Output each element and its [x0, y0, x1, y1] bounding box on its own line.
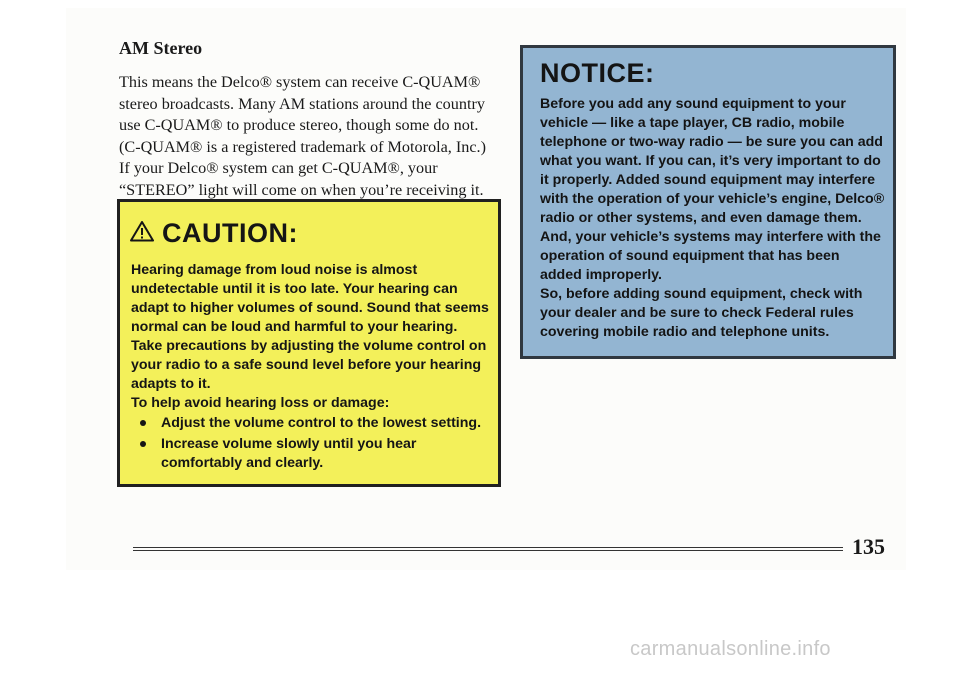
caution-content [131, 261, 491, 475]
caution-lead: To help avoid hearing loss or damage: [131, 395, 390, 411]
section-body: This means the Delco® system can receive C-QUAM® stereo broadcasts. Many AM stations around the country use C-QUAM® to produce stereo, though some do not. (C-QUAM® is a registered trademark of Motorola, Inc.) If your Delco® system can get C-QUAM®, your “STEREO” light will come on when you’re receiving it. [119, 73, 486, 199]
caution-box [117, 199, 501, 487]
caution-bullet-text: Increase volume slowly until you hear comfortably and clearly. [161, 436, 417, 471]
notice-title: NOTICE: [540, 58, 655, 88]
bullet-icon [140, 420, 146, 426]
list-item [131, 435, 491, 473]
caution-title: CAUTION: [162, 218, 298, 248]
notice-paragraph-1: Before you add any sound equipment to your vehicle — like a tape player, CB radio, mobile telephone or two-way radio — be sure you can add what you want. If you can, it’s very important to do it properly. Added sound equipment may interfere with the operation of your vehicle’s engine, Delco® radio or other systems, and even damage them. And, your vehicle’s systems may interfere with the operation of sound equipment that has been added improperly. [540, 96, 885, 283]
section-title: AM Stereo [119, 38, 203, 58]
footer-rule [133, 547, 843, 551]
caution-bullet-list [131, 414, 491, 473]
caution-paragraph: Hearing damage from loud noise is almost undetectable until it is too late. Your hearing can adapt to higher volumes of sound. Sound that seems normal can be loud and harmful to your hearing. Take precautions by adjusting the volume control on your radio to a safe sound level before your hearing adapts to it. [131, 262, 489, 392]
bullet-icon [140, 441, 146, 447]
page-number: 135 [852, 534, 885, 559]
warning-triangle-icon [130, 220, 154, 247]
notice-paragraph-2: So, before adding sound equipment, check with your dealer and be sure to check Federal rules covering mobile radio and telephone units. [540, 286, 863, 340]
caution-header [130, 218, 298, 249]
watermark: carmanualsonline.info [630, 638, 831, 660]
caution-bullet-text: Adjust the volume control to the lowest setting. [161, 415, 482, 431]
notice-box [520, 45, 896, 359]
notice-content [540, 95, 885, 342]
list-item [131, 414, 491, 433]
